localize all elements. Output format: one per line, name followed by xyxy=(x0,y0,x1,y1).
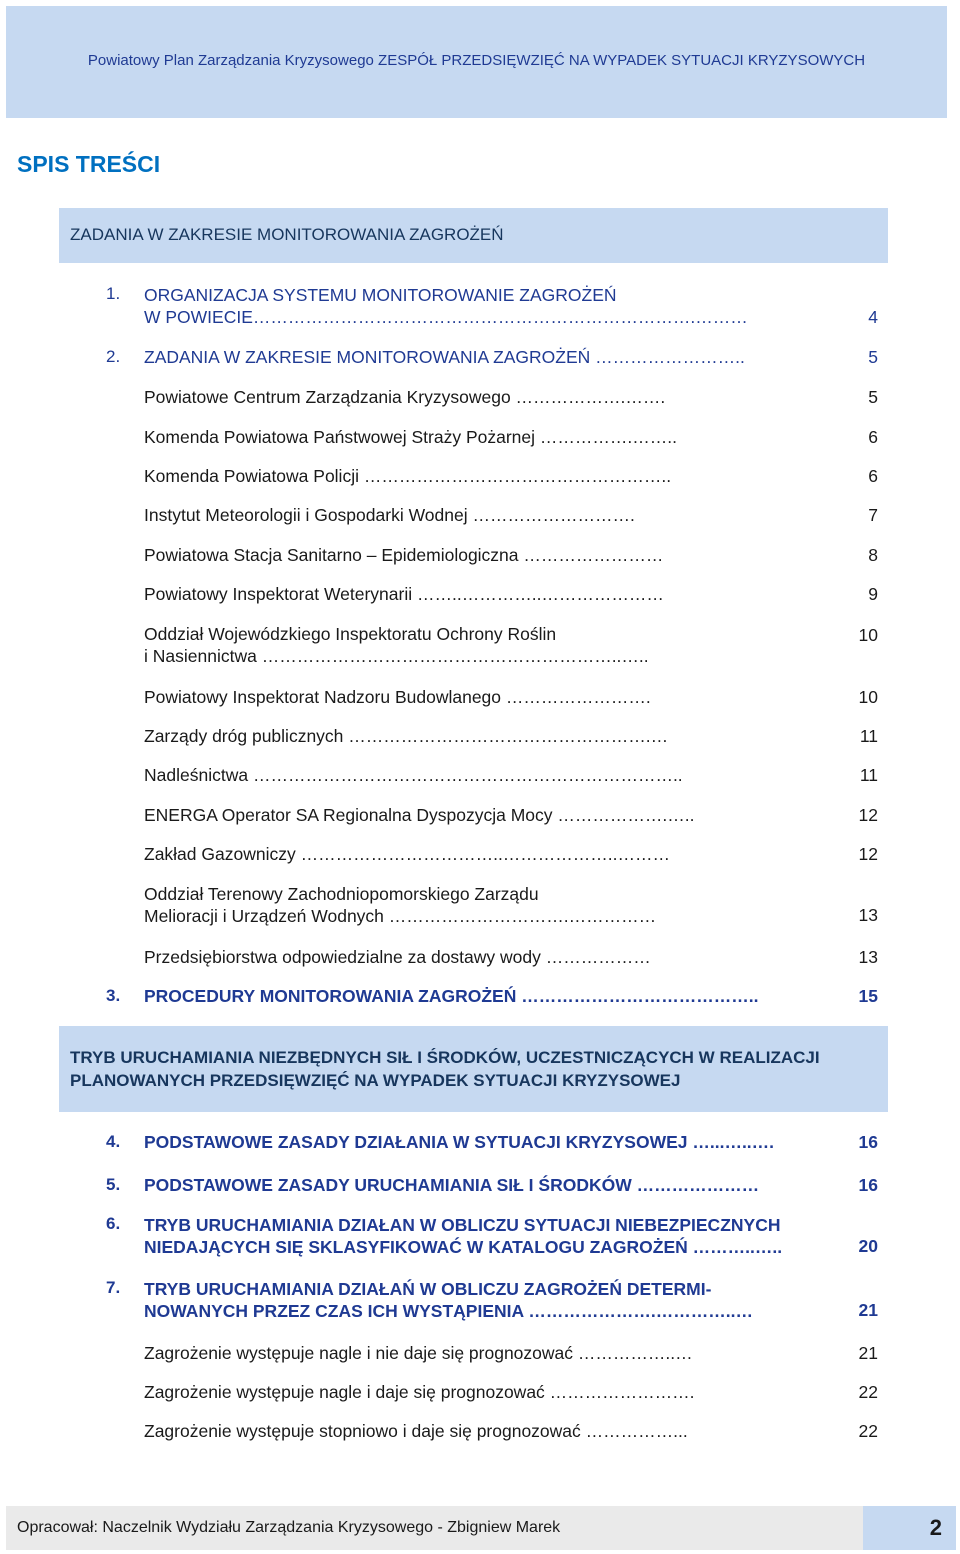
toc-entry-number: 2. xyxy=(106,347,121,366)
toc-entry-label: Powiatowy Inspektorat Nadzoru Budowlanego ……………………. xyxy=(144,687,651,707)
toc-entry-page: 13 xyxy=(858,947,878,967)
toc-entry-label: Oddział Wojewódzkiego Inspektoratu Ochrony Roślin i Nasiennictwa ……………………………………………………..….. xyxy=(144,624,649,666)
toc-entry-label: Instytut Meteorologii i Gospodarki Wodnej ………………………. xyxy=(144,505,635,525)
footer-page-box xyxy=(863,1506,956,1550)
toc-entry-label: PODSTAWOWE ZASADY URUCHAMIANIA SIŁ I ŚRODKÓW ………………… xyxy=(144,1175,760,1195)
header-title: Powiatowy Plan Zarządzania Kryzysowego ZESPÓŁ PRZEDSIĘWZIĘĆ NA WYPADEK SYTUACJI KRYZYSOWYCH xyxy=(87,52,866,69)
toc-entry-number: 7. xyxy=(106,1278,121,1297)
toc-entry-label: Zagrożenie występuje nagle i nie daje się prognozować ……………..… xyxy=(144,1343,693,1363)
toc-entry-page: 22 xyxy=(858,1421,878,1441)
toc-entry-label: Powiatowy Inspektorat Weterynarii ……..…………..………………… xyxy=(144,584,664,604)
toc-entry-page: 13 xyxy=(858,905,878,925)
toc-entry-page: 4 xyxy=(868,307,878,327)
toc-entry-page: 12 xyxy=(858,844,878,864)
toc-entry-label: Komenda Powiatowa Policji …………………………………………….. xyxy=(144,466,672,486)
toc-entry-page: 5 xyxy=(868,387,878,407)
toc-entry-label: Zagrożenie występuje stopniowo i daje się prognozować ……………... xyxy=(144,1421,688,1441)
toc-entry-label: PODSTAWOWE ZASADY DZIAŁANIA W SYTUACJI KRYZYSOWEJ …...…..…. xyxy=(144,1132,775,1152)
toc-entry-number: 3. xyxy=(106,986,121,1005)
toc-entry-number: 4. xyxy=(106,1132,121,1151)
toc-entry-page: 11 xyxy=(859,765,878,785)
toc-entry-page: 16 xyxy=(858,1175,878,1195)
toc-entry-page: 20 xyxy=(858,1236,878,1256)
toc-entry-page: 15 xyxy=(858,986,878,1006)
toc-entry-number: 5. xyxy=(106,1175,121,1194)
toc-entry-page: 21 xyxy=(858,1300,878,1320)
toc-title: SPIS TREŚCI xyxy=(17,151,161,177)
toc-entry-label: TRYB URUCHAMIANIA DZIAŁAŃ W OBLICZU ZAGROŻEŃ DETERMI- NOWANYCH PRZEZ CZAS ICH WYSTĄPIENIA ………………….…………..… xyxy=(144,1279,753,1321)
toc-entry-label: Zarządy dróg publicznych …………………………………………….… xyxy=(144,726,669,746)
toc-entry-page: 7 xyxy=(868,505,878,525)
toc-entry-page: 8 xyxy=(868,545,878,565)
toc-entry-label: Zagrożenie występuje nagle i daje się prognozować ……………………. xyxy=(144,1382,695,1402)
footer-page-number: 2 xyxy=(929,1515,942,1540)
toc-entry-page: 21 xyxy=(858,1343,878,1363)
toc-entry-page: 9 xyxy=(868,584,878,604)
footer-author-box xyxy=(6,1506,863,1550)
toc-entry-page: 10 xyxy=(858,687,878,707)
toc-entry-label: TRYB URUCHAMIANIA DZIAŁAN W OBLICZU SYTUACJI NIEBEZPIECZNYCH NIEDAJĄCYCH SIĘ SKLASYFIKOWAĆ W KATALOGU ZAGROŻEŃ ………..….. xyxy=(144,1215,783,1257)
toc-entry-label: Powiatowe Centrum Zarządzania Kryzysowego ……………….……. xyxy=(144,387,666,407)
toc-entry-label: Powiatowa Stacja Sanitarno – Epidemiologiczna …………………… xyxy=(144,545,664,565)
toc-entry-label: ZADANIA W ZAKRESIE MONITOROWANIA ZAGROŻEŃ …………………….. xyxy=(144,347,745,367)
section-title-monitoring: ZADANIA W ZAKRESIE MONITOROWANIA ZAGROŻEŃ xyxy=(70,225,504,244)
toc-entry-label: Zakład Gazowniczy ……………………………..………………..……… xyxy=(144,844,671,864)
toc-entry-label: ENERGA Operator SA Regionalna Dyspozycja Mocy ……………….….. xyxy=(144,805,695,825)
document-footer xyxy=(6,1506,956,1550)
toc-entry-page: 6 xyxy=(868,466,878,486)
toc-entry-label: Komenda Powiatowa Państwowej Straży Pożarnej …………….…….. xyxy=(144,427,677,447)
section-band-mobilization xyxy=(59,1026,888,1112)
toc-entry-page: 22 xyxy=(858,1382,878,1402)
toc-entry-page: 10 xyxy=(858,625,878,645)
toc-entry-label: PROCEDURY MONITOROWANIA ZAGROŻEŃ ………………………………….. xyxy=(144,986,759,1006)
toc-entry-label: Oddział Terenowy Zachodniopomorskiego Zarządu Melioracji i Urządzeń Wodnych ………………………….…………… xyxy=(144,884,657,926)
toc-entry-page: 6 xyxy=(868,427,878,447)
toc-entry-label: ORGANIZACJA SYSTEMU MONITOROWANIE ZAGROŻEŃ W POWIECIE………………………………………………………………….……… xyxy=(144,285,748,327)
toc-entry-number: 6. xyxy=(106,1214,121,1233)
toc-entry-page: 16 xyxy=(858,1132,878,1152)
toc-entry-page: 11 xyxy=(859,726,878,746)
document-header xyxy=(6,6,947,118)
section-title-mobilization: TRYB URUCHAMIANIA NIEZBĘDNYCH SIŁ I ŚRODKÓW, UCZESTNICZĄCYCH W REALIZACJI PLANOWANYCH PRZEDSIĘWZIĘĆ NA WYPADEK SYTUACJI KRYZYSOWEJ xyxy=(70,1048,820,1090)
toc-entry-number: 1. xyxy=(106,284,121,303)
section-band-monitoring xyxy=(59,208,888,263)
footer-author: Opracował: Naczelnik Wydziału Zarządzania Kryzysowego - Zbigniew Marek xyxy=(17,1519,561,1536)
toc-entry-label: Przedsiębiorstwa odpowiedzialne za dostawy wody ……………… xyxy=(144,947,651,967)
toc-entry-page: 12 xyxy=(858,805,878,825)
toc-entry-label: Nadleśnictwa ……………………………………………………………….. xyxy=(144,765,683,785)
toc-entry-page: 5 xyxy=(868,347,878,367)
